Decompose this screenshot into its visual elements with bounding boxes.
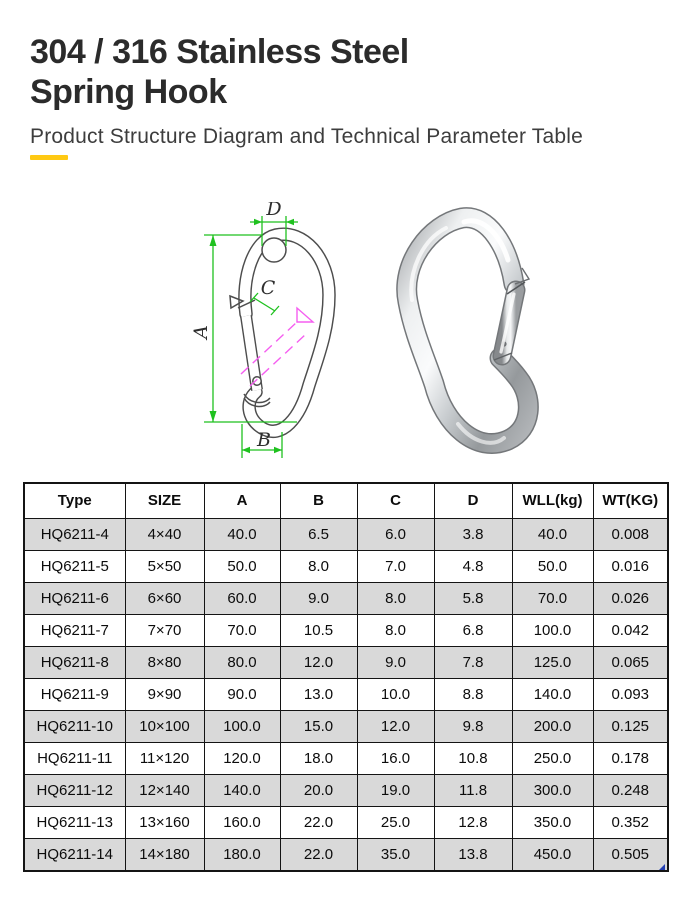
table-cell: 180.0 xyxy=(204,839,280,871)
table-cell: 40.0 xyxy=(204,519,280,551)
dim-label-b: B xyxy=(256,428,271,451)
table-row xyxy=(24,583,668,615)
table-cell: 9×90 xyxy=(125,679,204,711)
dim-label-c: C xyxy=(260,276,275,299)
table-cell: 14×180 xyxy=(125,839,204,871)
dim-d-arrow-left xyxy=(254,218,262,224)
table-cell: 125.0 xyxy=(512,647,593,679)
table-cell: 6.0 xyxy=(357,519,434,551)
table-cell: 0.065 xyxy=(593,647,668,679)
table-cell: 9.0 xyxy=(357,647,434,679)
table-cell: 9.0 xyxy=(280,583,357,615)
table-cell: 8.0 xyxy=(280,551,357,583)
table-cell: 10×100 xyxy=(125,711,204,743)
table-cell: HQ6211-12 xyxy=(24,775,125,807)
column-header: WLL(kg) xyxy=(512,483,593,519)
table-cell: 13.0 xyxy=(280,679,357,711)
table-cell: HQ6211-8 xyxy=(24,647,125,679)
parameter-table xyxy=(23,482,669,872)
column-header: C xyxy=(357,483,434,519)
column-header: Type xyxy=(24,483,125,519)
diagram-rivet-hole xyxy=(252,376,260,384)
structure-diagram xyxy=(184,202,380,462)
table-cell: 4.8 xyxy=(434,551,512,583)
table-cell: 140.0 xyxy=(204,775,280,807)
table-cell: 0.352 xyxy=(593,807,668,839)
table-cell: 16.0 xyxy=(357,743,434,775)
table-cell: 0.093 xyxy=(593,679,668,711)
table-cell: 0.248 xyxy=(593,775,668,807)
table-cell: 300.0 xyxy=(512,775,593,807)
table-cell: 8.0 xyxy=(357,583,434,615)
parameter-table-body xyxy=(24,519,668,871)
table-cell: HQ6211-11 xyxy=(24,743,125,775)
table-row xyxy=(24,839,668,871)
table-cell: 90.0 xyxy=(204,679,280,711)
table-row xyxy=(24,647,668,679)
table-row xyxy=(24,615,668,647)
table-cell: 6.8 xyxy=(434,615,512,647)
table-row xyxy=(24,743,668,775)
page-title xyxy=(30,33,660,113)
table-cell: 7.0 xyxy=(357,551,434,583)
table-cell: 13.8 xyxy=(434,839,512,871)
table-cell: 5×50 xyxy=(125,551,204,583)
table-cell: 3.8 xyxy=(434,519,512,551)
dim-a-arrow-bottom xyxy=(209,411,216,422)
table-cell: 200.0 xyxy=(512,711,593,743)
table-cell: 22.0 xyxy=(280,839,357,871)
table-cell: 8.8 xyxy=(434,679,512,711)
table-cell: 50.0 xyxy=(512,551,593,583)
table-cell: 19.0 xyxy=(357,775,434,807)
table-cell: 5.8 xyxy=(434,583,512,615)
column-header: WT(KG) xyxy=(593,483,668,519)
table-row xyxy=(24,775,668,807)
table-cell: 100.0 xyxy=(512,615,593,647)
table-cell: 8.0 xyxy=(357,615,434,647)
dim-label-a: A xyxy=(189,324,212,339)
table-cell: 7×70 xyxy=(125,615,204,647)
table-cell: 250.0 xyxy=(512,743,593,775)
table-cell: 10.0 xyxy=(357,679,434,711)
table-row xyxy=(24,807,668,839)
table-cell: 6×60 xyxy=(125,583,204,615)
table-cell: 12.8 xyxy=(434,807,512,839)
table-cell: 12×140 xyxy=(125,775,204,807)
table-cell: 0.026 xyxy=(593,583,668,615)
dim-a-arrow-top xyxy=(209,235,216,246)
page-title-line1: 304 / 316 Stainless Steel xyxy=(30,33,409,71)
table-cell: 50.0 xyxy=(204,551,280,583)
table-row xyxy=(24,551,668,583)
column-header: A xyxy=(204,483,280,519)
table-cell: 11×120 xyxy=(125,743,204,775)
accent-underline xyxy=(30,155,68,160)
column-header: B xyxy=(280,483,357,519)
column-header: D xyxy=(434,483,512,519)
table-cell: 0.178 xyxy=(593,743,668,775)
dim-c-tick-2 xyxy=(271,306,279,315)
table-cell: 70.0 xyxy=(204,615,280,647)
table-cell: 6.5 xyxy=(280,519,357,551)
table-cell: 80.0 xyxy=(204,647,280,679)
table-cell: 10.8 xyxy=(434,743,512,775)
table-cell: 9.8 xyxy=(434,711,512,743)
dim-label-d: D xyxy=(265,201,282,220)
table-header-row xyxy=(24,483,668,519)
table-cell: 160.0 xyxy=(204,807,280,839)
table-cell: 0.505 xyxy=(593,839,668,871)
diagram-wire-circle xyxy=(262,238,286,262)
table-cell: HQ6211-10 xyxy=(24,711,125,743)
table-cell: 120.0 xyxy=(204,743,280,775)
table-row xyxy=(24,711,668,743)
table-cell: 40.0 xyxy=(512,519,593,551)
product-photo xyxy=(392,202,562,462)
dim-b-arrow-right xyxy=(274,446,282,452)
section-subtitle: Product Structure Diagram and Technical Parameter Table xyxy=(30,124,584,148)
table-cell: HQ6211-13 xyxy=(24,807,125,839)
dim-c-line xyxy=(254,298,275,311)
page-title-line2: Spring Hook xyxy=(30,72,227,111)
table-cell: HQ6211-14 xyxy=(24,839,125,871)
table-cell: 12.0 xyxy=(280,647,357,679)
figure-section xyxy=(0,202,690,462)
table-cell: 0.016 xyxy=(593,551,668,583)
table-cell: 0.008 xyxy=(593,519,668,551)
dim-b-arrow-left xyxy=(242,446,250,452)
table-cell: HQ6211-9 xyxy=(24,679,125,711)
table-cell: 4×40 xyxy=(125,519,204,551)
table-corner-marker xyxy=(659,864,665,870)
table-cell: HQ6211-6 xyxy=(24,583,125,615)
column-header: SIZE xyxy=(125,483,204,519)
diagram-gate-flag xyxy=(297,308,313,322)
table-cell: 11.8 xyxy=(434,775,512,807)
table-cell: 20.0 xyxy=(280,775,357,807)
table-cell: 450.0 xyxy=(512,839,593,871)
table-cell: 10.5 xyxy=(280,615,357,647)
table-row xyxy=(24,519,668,551)
table-cell: 0.042 xyxy=(593,615,668,647)
table-cell: 60.0 xyxy=(204,583,280,615)
table-cell: HQ6211-4 xyxy=(24,519,125,551)
table-cell: 350.0 xyxy=(512,807,593,839)
table-cell: 140.0 xyxy=(512,679,593,711)
table-cell: 100.0 xyxy=(204,711,280,743)
table-cell: 15.0 xyxy=(280,711,357,743)
table-cell: HQ6211-7 xyxy=(24,615,125,647)
table-cell: 35.0 xyxy=(357,839,434,871)
page-header xyxy=(0,0,690,160)
dim-d-arrow-right xyxy=(286,218,294,224)
table-cell: 7.8 xyxy=(434,647,512,679)
table-cell: 22.0 xyxy=(280,807,357,839)
table-cell: 13×160 xyxy=(125,807,204,839)
table-cell: HQ6211-5 xyxy=(24,551,125,583)
parameter-table-wrap xyxy=(23,482,667,872)
table-cell: 70.0 xyxy=(512,583,593,615)
table-cell: 12.0 xyxy=(357,711,434,743)
table-cell: 18.0 xyxy=(280,743,357,775)
table-cell: 25.0 xyxy=(357,807,434,839)
table-cell: 0.125 xyxy=(593,711,668,743)
table-cell: 8×80 xyxy=(125,647,204,679)
table-row xyxy=(24,679,668,711)
